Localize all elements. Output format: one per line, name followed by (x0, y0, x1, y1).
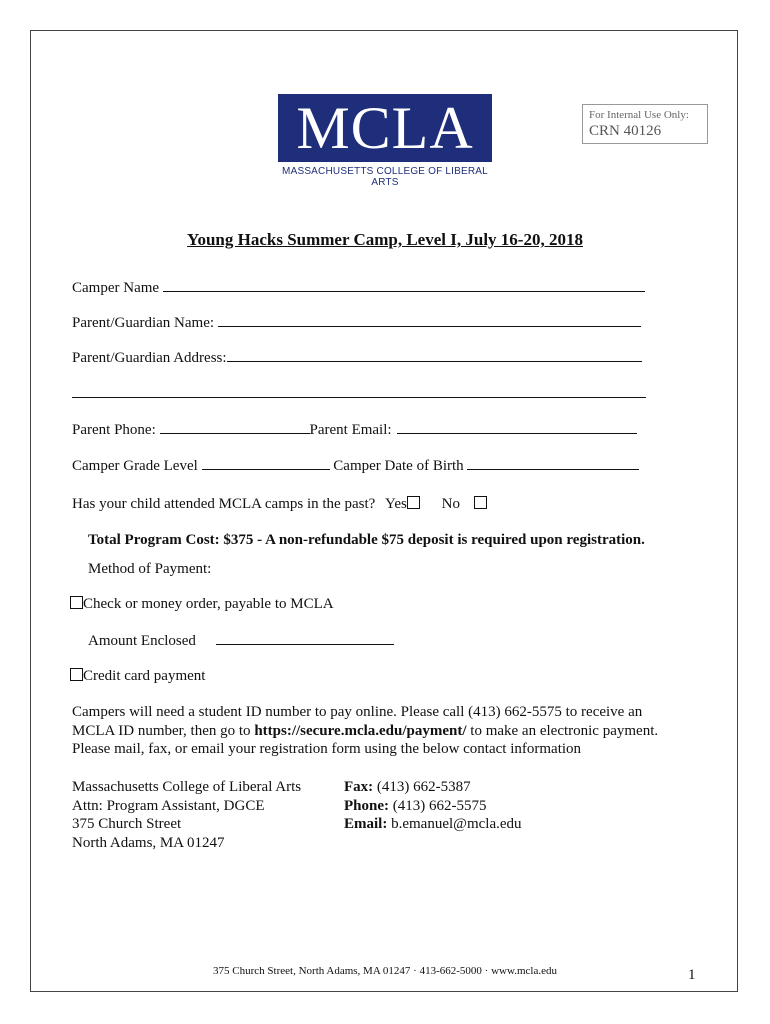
guardian-name-field[interactable] (218, 314, 641, 327)
logo-subtitle: MASSACHUSETTS COLLEGE OF LIBERAL ARTS (282, 166, 488, 188)
page-number: 1 (688, 967, 696, 983)
guardian-address-row (72, 349, 642, 367)
parent-email-label: Parent Email: (309, 422, 392, 438)
instructions-part1: Campers will need a student ID number to pay online. Please call (413) 662-5575 to receive an MCLA ID number, then go to (72, 704, 643, 739)
guardian-address-row-2 (72, 385, 646, 403)
yes-label: Yes (385, 496, 407, 512)
dob-label: Camper Date of Birth (333, 458, 464, 474)
email-label: Email: (344, 816, 388, 832)
payment-instructions (72, 703, 662, 759)
check-option-row (70, 596, 334, 613)
guardian-name-label: Parent/Guardian Name: (72, 315, 215, 331)
logo-text: MCLA (296, 95, 474, 161)
internal-use-box (582, 104, 708, 144)
no-checkbox[interactable] (474, 496, 487, 509)
camper-name-label: Camper Name (72, 280, 160, 296)
address-line: Attn: Program Assistant, DGCE (72, 797, 265, 814)
mailing-address (72, 778, 301, 852)
email-line (344, 815, 522, 834)
fax-label: Fax: (344, 779, 374, 795)
dob-field[interactable] (467, 457, 639, 470)
address-line: 375 Church Street (72, 816, 182, 832)
credit-checkbox[interactable] (70, 668, 83, 681)
phone-value: (413) 662-5575 (389, 797, 487, 814)
guardian-address-field-2[interactable] (72, 385, 646, 398)
page-title: Young Hacks Summer Camp, Level I, July 16-20, 2018 (187, 230, 583, 249)
grade-level-field[interactable] (202, 457, 330, 470)
address-line: North Adams, MA 01247 (72, 834, 225, 851)
guardian-address-label: Parent/Guardian Address: (72, 350, 227, 366)
check-option-label: Check or money order, payable to MCLA (83, 596, 334, 612)
past-camps-label: Has your child attended MCLA camps in the past? (72, 496, 376, 512)
camper-name-row (72, 279, 645, 297)
fax-line (344, 778, 522, 797)
grade-level-label: Camper Grade Level (72, 458, 198, 474)
email-link[interactable]: b.emanuel@mcla.edu (387, 816, 522, 832)
camper-name-field[interactable] (163, 279, 645, 292)
no-label: No (441, 496, 460, 512)
instructions-part2: to make an electronic payment. Please mail, fax, or email your registration form using the below contact information (72, 722, 659, 757)
phone-email-row (72, 421, 637, 439)
page-footer: 375 Church Street, North Adams, MA 01247 · 413-662-5000 · www.mcla.edu (213, 965, 557, 977)
phone-label: Phone: (344, 797, 389, 814)
parent-phone-field[interactable] (160, 421, 310, 434)
credit-option-label: Credit card payment (83, 668, 206, 684)
payment-method-label: Method of Payment: (88, 561, 212, 577)
check-checkbox[interactable] (70, 596, 83, 609)
address-line: Massachusetts College of Liberal Arts (72, 779, 302, 795)
internal-use-label: For Internal Use Only: (589, 109, 689, 121)
parent-phone-label: Parent Phone: (72, 422, 156, 438)
guardian-address-field[interactable] (227, 349, 642, 362)
mcla-logo (278, 94, 492, 188)
amount-row (88, 632, 394, 650)
amount-label: Amount Enclosed (88, 633, 196, 649)
payment-url-link[interactable]: https://secure.mcla.edu/payment/ (254, 722, 467, 739)
credit-option-row (70, 668, 205, 685)
guardian-name-row (72, 314, 641, 332)
fax-value: (413) 662-5387 (373, 779, 471, 795)
grade-dob-row (72, 457, 639, 475)
amount-field[interactable] (216, 632, 394, 645)
total-cost: Total Program Cost: $375 - A non-refundable $75 deposit is required upon registration. (88, 532, 645, 548)
yes-checkbox[interactable] (407, 496, 420, 509)
past-camps-row (72, 496, 487, 513)
crn-value: CRN 40126 (589, 123, 662, 139)
contact-details (344, 778, 522, 834)
parent-email-field[interactable] (397, 421, 637, 434)
phone-line (344, 797, 522, 816)
